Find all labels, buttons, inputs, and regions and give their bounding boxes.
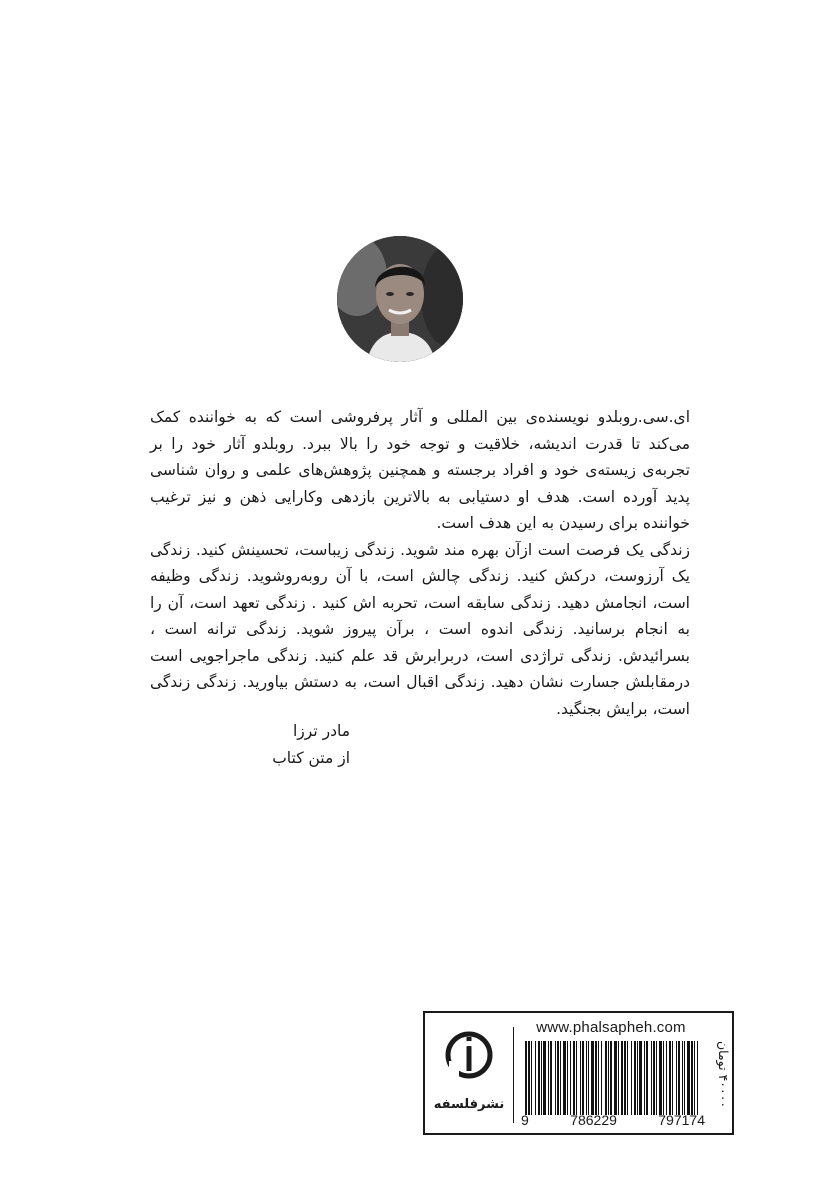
isbn-group-right: 797174: [658, 1112, 705, 1128]
imprint-divider: [513, 1027, 514, 1123]
quote-author: مادر ترزا: [293, 722, 350, 740]
author-bio: [150, 404, 690, 722]
bio-paragraph-1: ای.سی.روبلدو نویسنده‌ی بین المللی و آثار پرفروشی است که به خواننده کمک می‌کند تا قدرت اندیشه، خلاقیت و توجه خود را بالا ببرد. روبلدو آثار خود را بر تجربه‌ی زیسته‌ی خود و افراد برجسته و همچنین پژوهش‌های علمی و روان شناسی پدید آورده است. هدف او دستیابی به بالاترین بازدهی وکارایی ذهن و نیز ترغیب خواننده برای رسیدن به این هدف است.: [150, 408, 690, 532]
isbn-group-prefix: 9: [521, 1112, 529, 1128]
publisher-logo-icon: [445, 1031, 493, 1079]
isbn-barcode: [525, 1041, 701, 1115]
price-label: ۴۰۰۰۰ تومان: [716, 1041, 731, 1109]
isbn-digits: [521, 1112, 705, 1128]
imprint-box: [423, 1011, 734, 1135]
quote-source: از متن کتاب: [272, 749, 350, 767]
publisher-name: نشرفلسفه: [433, 1097, 505, 1112]
author-portrait-icon: [337, 236, 463, 362]
quote-signature: [150, 718, 350, 772]
isbn-group-left: 786229: [570, 1112, 617, 1128]
author-photo: [337, 236, 463, 362]
publisher-website[interactable]: www.phalsapheh.com: [536, 1019, 686, 1036]
bio-paragraph-2: زندگی یک فرصت است ازآن بهره مند شوید. زندگی زیباست، تحسینش کنید. زندگی یک آرزوست، درکش کنید. زندگی چالش است، با آن روبه‌روشوید. زندگی وظیفه است، انجامش دهید. زندگی سابقه است، تحربه اش کنید . زندگی تعهد است، آن را به انجام برسانید. زندگی اندوه است ، برآن پیروز شوید. زندگی ترانه است ، بسرائیدش. زندگی تراژدی است، دربرابرش قد علم کنید. زندگی ماجراجویی است درمقابلش جسارت نشان دهید. زندگی اقبال است، به دستش بیاورید. زندگی زندگی است، برایش بجنگید.: [150, 540, 690, 718]
